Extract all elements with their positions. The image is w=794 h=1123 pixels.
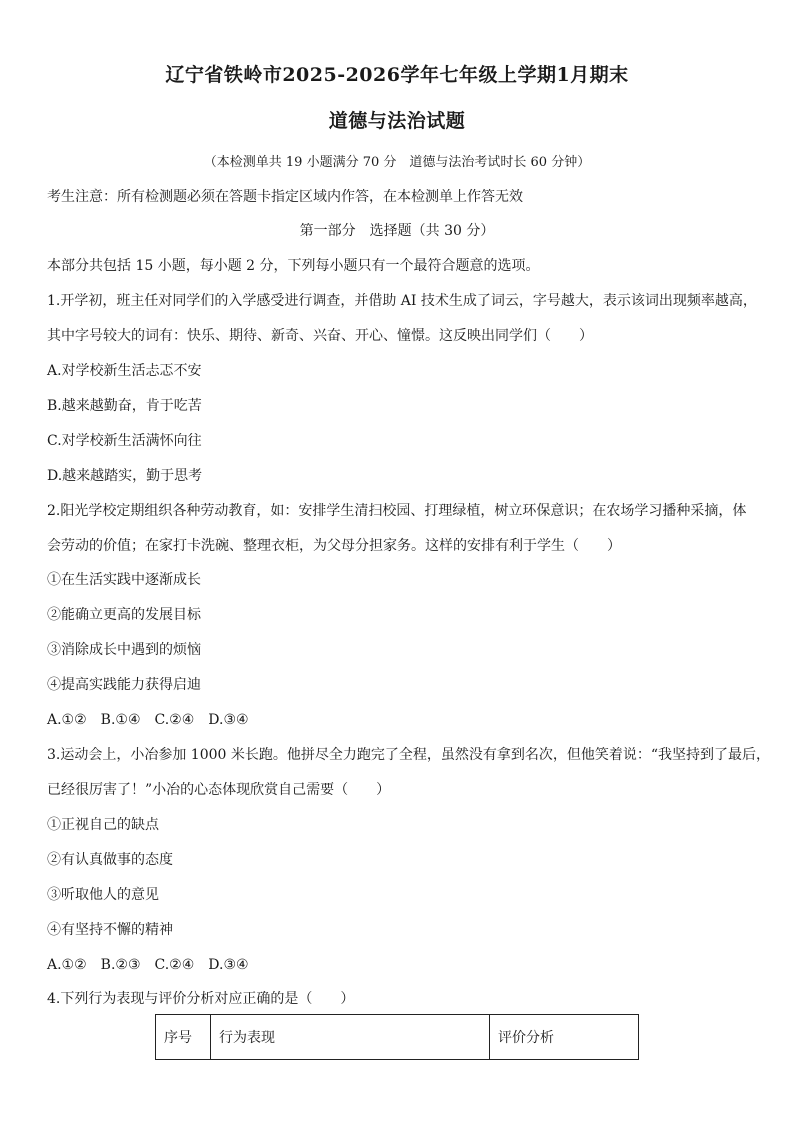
section-instruction: 本部分共包括 15 小题，每小题 2 分，下列每小题只有一个最符合题意的选项。 bbox=[47, 258, 540, 274]
table-header-index: 序号 bbox=[156, 1015, 211, 1060]
question-1-option-b: B.越来越勤奋，肯于吃苦 bbox=[47, 398, 202, 414]
question-1-option-d: D.越来越踏实，勤于思考 bbox=[47, 468, 203, 484]
question-2-item-1: ①在生活实践中逐渐成长 bbox=[47, 572, 201, 588]
question-3-item-3: ③听取他人的意见 bbox=[47, 887, 159, 903]
candidate-notice: 考生注意：所有检测题必须在答题卡指定区域内作答，在本检测单上作答无效 bbox=[47, 189, 523, 205]
question-2-item-2: ②能确立更高的发展目标 bbox=[47, 607, 201, 623]
question-2-stem-cont: 会劳动的价值；在家打卡洗碗、整理衣柜，为父母分担家务。这样的安排有利于学生（ ） bbox=[47, 538, 621, 554]
exam-subject-title: 道德与法治试题 bbox=[328, 110, 466, 132]
question-3-choices: A.①② B.②③ C.②④ D.③④ bbox=[47, 957, 249, 973]
question-3-item-1: ①正视自己的缺点 bbox=[47, 817, 159, 833]
table-header-evaluation: 评价分析 bbox=[490, 1015, 639, 1060]
question-4-stem: 4.下列行为表现与评价分析对应正确的是（ ） bbox=[47, 991, 355, 1007]
question-3-stem-cont: 已经很厉害了！”小冶的心态体现欣赏自己需要（ ） bbox=[47, 782, 391, 798]
question-2-choices: A.①② B.①④ C.②④ D.③④ bbox=[47, 712, 249, 728]
question-3-item-4: ④有坚持不懈的精神 bbox=[47, 922, 173, 938]
exam-info: （本检测单共 19 小题满分 70 分 道德与法治考试时长 60 分钟） bbox=[203, 155, 591, 170]
question-2-stem: 2.阳光学校定期组织各种劳动教育，如：安排学生清扫校园、打理绿植，树立环保意识；在农场学习播种采摘，体 bbox=[47, 503, 747, 519]
table-header-behavior: 行为表现 bbox=[211, 1015, 490, 1060]
question-1-stem-cont: 其中字号较大的词有：快乐、期待、新奇、兴奋、开心、憧憬。这反映出同学们（ ） bbox=[47, 328, 593, 344]
question-2-item-3: ③消除成长中遇到的烦恼 bbox=[47, 642, 201, 658]
question-3-stem: 3.运动会上，小冶参加 1000 米长跑。他拼尽全力跑完了全程，虽然没有拿到名次，但他笑着说：“我坚持到了最后， bbox=[47, 747, 771, 763]
table-header-row bbox=[156, 1015, 639, 1060]
question-1-stem: 1.开学初，班主任对同学们的入学感受进行调查，并借助 AI 技术生成了词云，字号越大，表示该词出现频率越高， bbox=[47, 293, 757, 309]
evaluation-table bbox=[155, 1014, 639, 1060]
section-title: 第一部分 选择题（共 30 分） bbox=[299, 223, 495, 239]
question-1-option-a: A.对学校新生活忐忑不安 bbox=[47, 363, 202, 379]
question-3-item-2: ②有认真做事的态度 bbox=[47, 852, 173, 868]
exam-title: 辽宁省铁岭市2025-2026学年七年级上学期1月期末 bbox=[165, 64, 629, 86]
question-2-item-4: ④提高实践能力获得启迪 bbox=[47, 677, 201, 693]
question-1-option-c: C.对学校新生活满怀向往 bbox=[47, 433, 202, 449]
